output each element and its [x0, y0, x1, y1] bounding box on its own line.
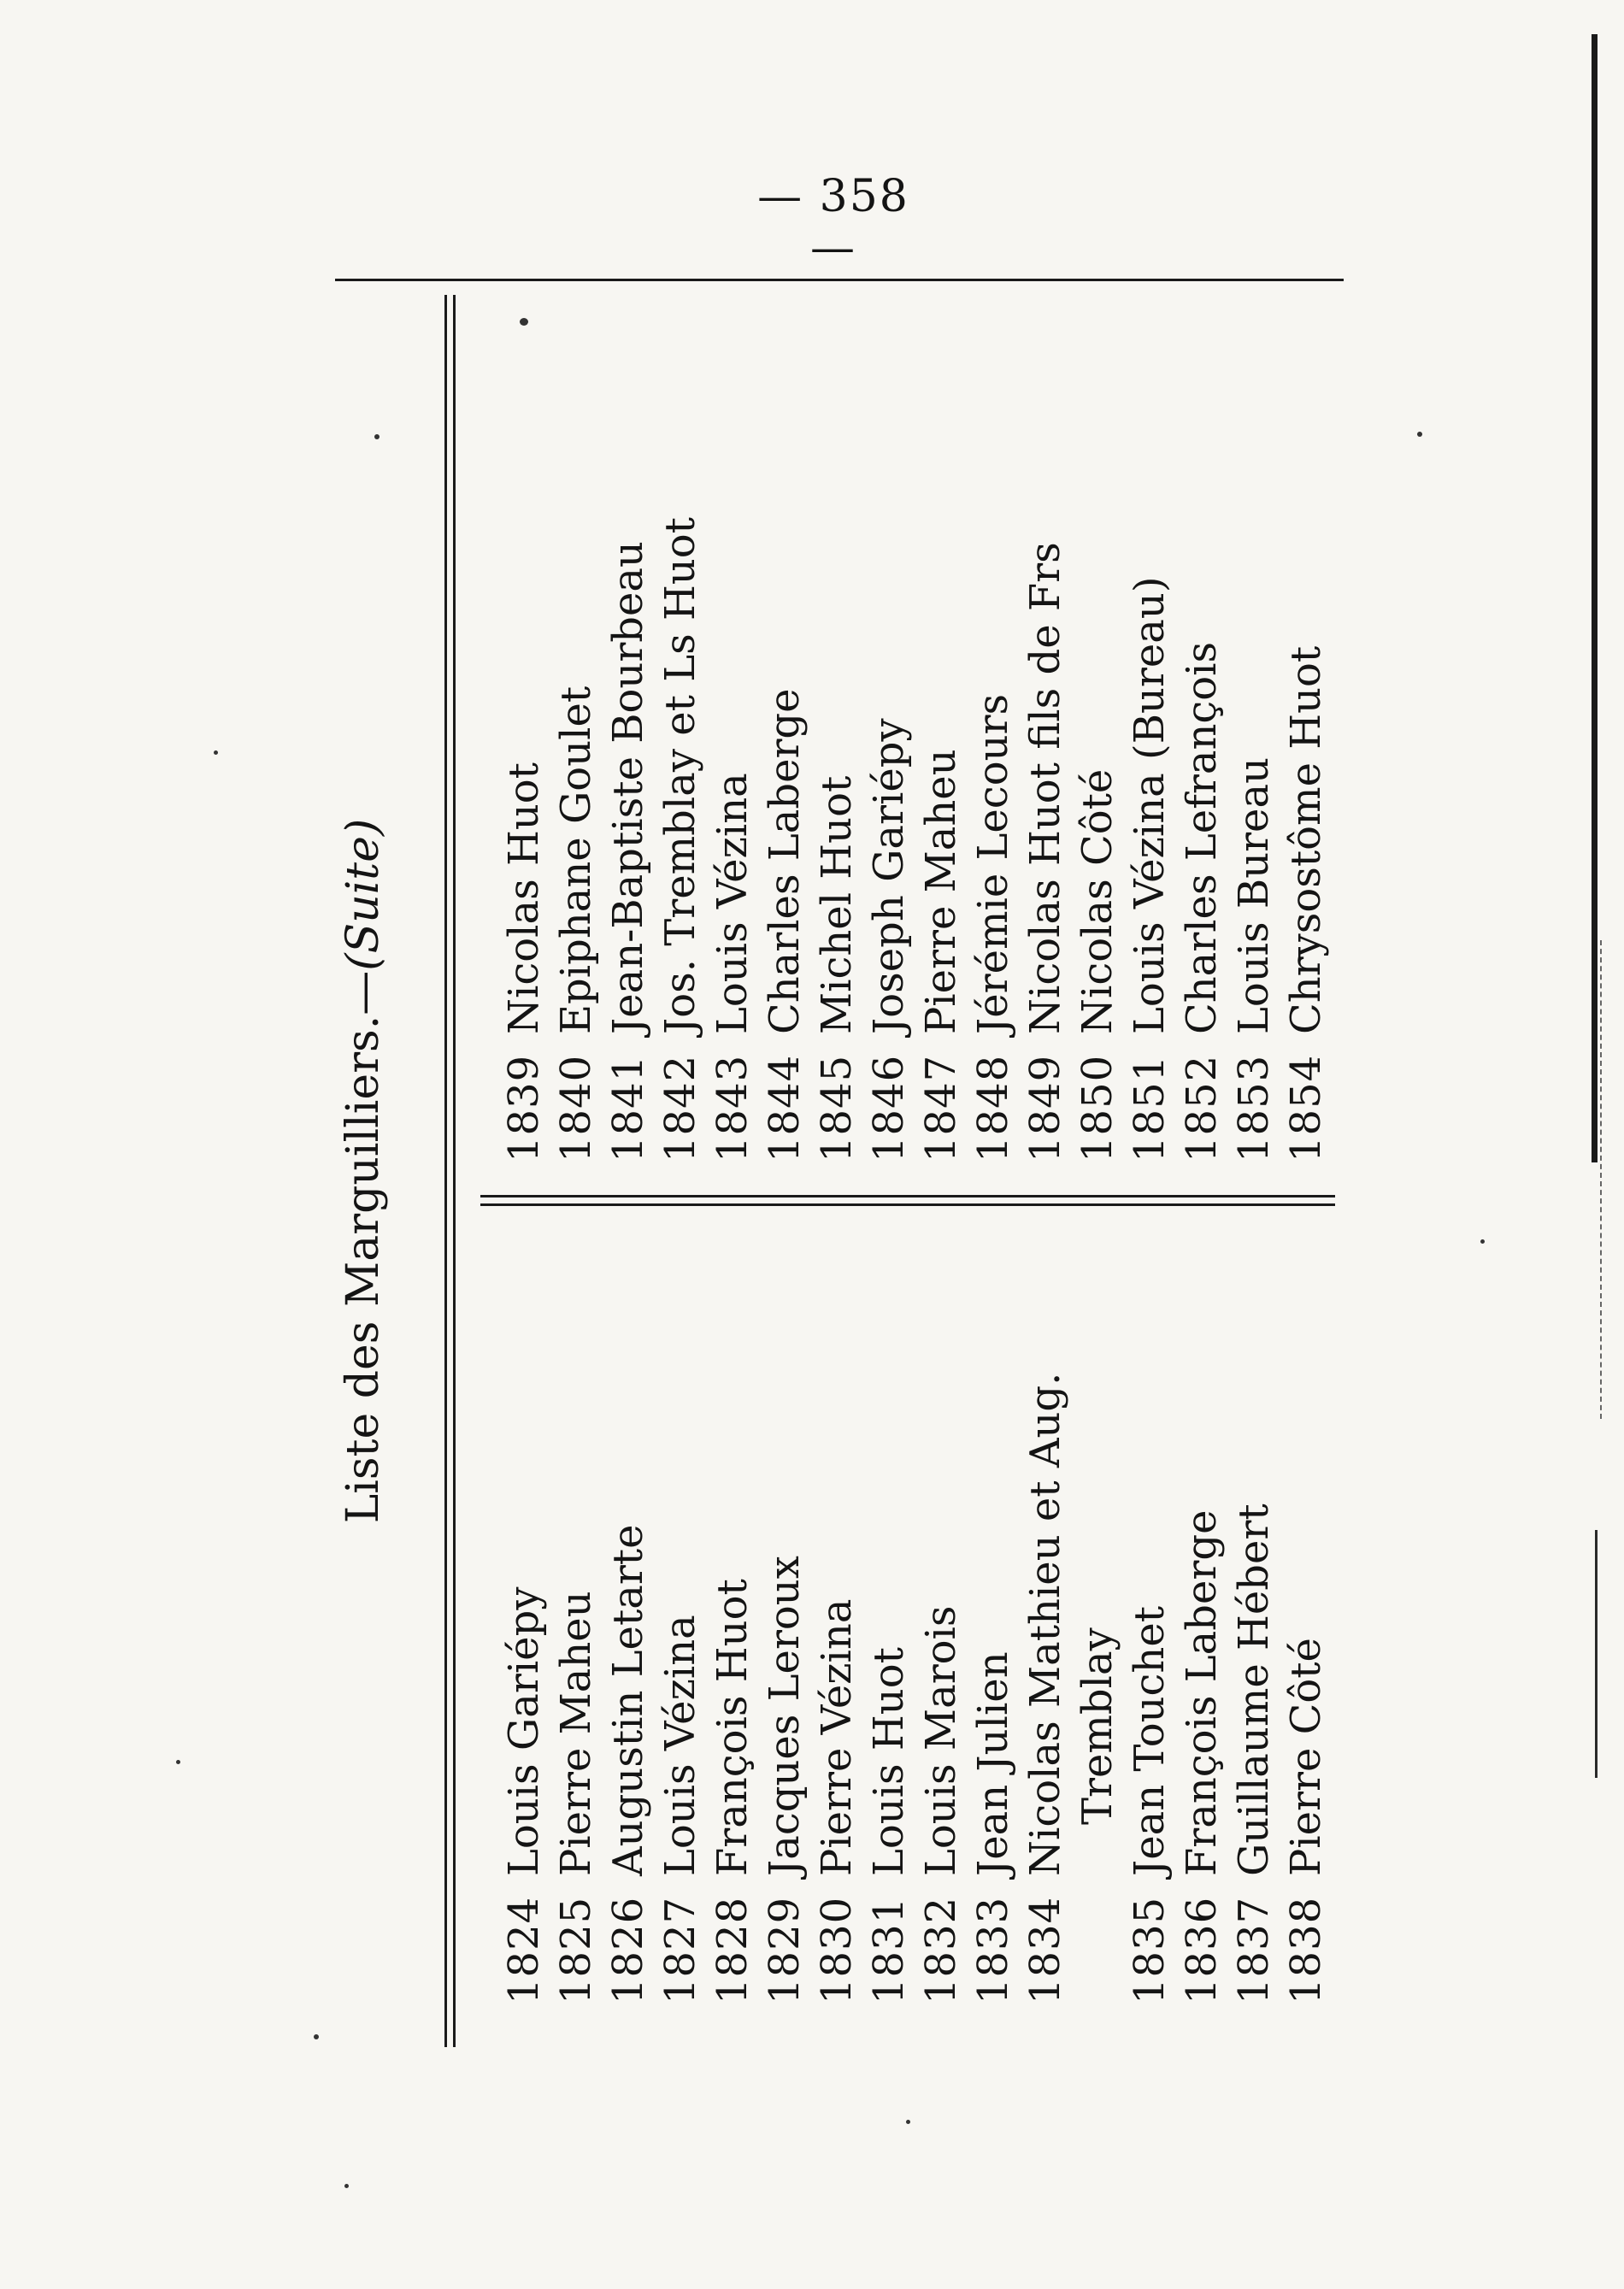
table-row	[969, 1373, 1021, 2004]
name: Louis Vézina (Bureau)	[1126, 576, 1174, 1034]
year: 1849	[1021, 1054, 1069, 1162]
name: Charles Laberge	[761, 688, 809, 1034]
table-row	[604, 517, 656, 1162]
year: 1838	[1282, 1896, 1330, 2004]
table-row	[1021, 517, 1074, 1162]
name: Pierre Maheu	[552, 1591, 600, 1876]
table-row	[500, 1373, 552, 2004]
name: Jérémie Lecours	[969, 693, 1017, 1034]
table-row	[709, 1373, 761, 2004]
name: Augustin Letarte	[604, 1524, 652, 1876]
name: Chrysostôme Huot	[1282, 645, 1330, 1034]
year: 1854	[1282, 1054, 1330, 1162]
name: Louis Vézina	[709, 773, 756, 1034]
year: 1851	[1126, 1054, 1174, 1162]
header-rule	[335, 279, 1344, 281]
year: 1843	[709, 1054, 756, 1162]
name: Pierre Maheu	[917, 749, 965, 1034]
table-title-suite: (Suite)	[338, 818, 389, 971]
name: Nicolas Côté	[1074, 768, 1121, 1034]
table-row	[917, 517, 969, 1162]
year: 1839	[500, 1054, 548, 1162]
rotated-table	[316, 295, 1342, 2047]
table-title-text: Liste des Marguilliers.—	[338, 970, 389, 1524]
name: Guillaume Hébert	[1230, 1503, 1278, 1876]
table-row-continuation	[1074, 1373, 1126, 2004]
year: 1825	[552, 1896, 600, 2004]
book-spine-edge-lower	[1595, 1530, 1598, 1778]
year: 1846	[865, 1054, 913, 1162]
book-spine-edge	[1592, 34, 1598, 1162]
table-row	[709, 517, 761, 1162]
name: Louis Marois	[917, 1605, 965, 1876]
table-row	[969, 517, 1021, 1162]
table-row	[761, 517, 813, 1162]
column-divider	[480, 1203, 1335, 1206]
table-row	[500, 517, 552, 1162]
table-row	[813, 517, 865, 1162]
name: Epiphane Goulet	[552, 686, 600, 1034]
table-row	[604, 1373, 656, 2004]
table-row	[865, 517, 917, 1162]
ink-speck	[1417, 432, 1422, 437]
name: Nicolas Mathieu et Aug.	[1021, 1372, 1069, 1876]
year: 1834	[1021, 1896, 1069, 2004]
table-row	[1230, 1373, 1282, 2004]
name: Pierre Vézina	[813, 1598, 861, 1876]
left-column	[500, 1373, 1334, 2004]
year: 1833	[969, 1896, 1017, 2004]
year: 1848	[969, 1054, 1017, 1162]
name: Louis Bureau	[1230, 757, 1278, 1034]
page-number: — 358 —	[757, 171, 909, 274]
table-row	[552, 517, 604, 1162]
name: Jos. Tremblay et Ls Huot	[656, 517, 704, 1034]
year: 1828	[709, 1896, 756, 2004]
year: 1840	[552, 1054, 600, 1162]
name: Louis Huot	[865, 1647, 913, 1876]
name: Nicolas Huot fils de Frs	[1021, 542, 1069, 1034]
year: 1826	[604, 1896, 652, 2004]
table-row	[1126, 1373, 1178, 2004]
name: François Laberge	[1178, 1509, 1226, 1876]
year: 1831	[865, 1896, 913, 2004]
year: 1835	[1126, 1896, 1174, 2004]
table-row	[1178, 1373, 1230, 2004]
table-row	[813, 1373, 865, 2004]
table-row	[656, 1373, 709, 2004]
name: Louis Vézina	[656, 1615, 704, 1876]
table-row	[1230, 517, 1282, 1162]
table-title	[338, 295, 389, 2047]
table-row	[1282, 517, 1334, 1162]
table-row	[1126, 517, 1178, 1162]
table-row	[656, 517, 709, 1162]
ink-speck	[214, 750, 218, 755]
name: Jean Julien	[969, 1651, 1017, 1876]
table-row	[1021, 1373, 1074, 2004]
year: 1841	[604, 1054, 652, 1162]
name: Pierre Côté	[1282, 1638, 1330, 1876]
table-rule-top-double	[453, 295, 456, 2047]
table-row	[1178, 517, 1230, 1162]
ink-speck	[176, 1760, 180, 1764]
name: Jean Touchet	[1126, 1605, 1174, 1876]
name: Michel Huot	[813, 775, 861, 1034]
name: Charles Lefrançois	[1178, 641, 1226, 1034]
year: 1836	[1178, 1896, 1226, 2004]
year: 1852	[1178, 1054, 1226, 1162]
year: 1844	[761, 1054, 809, 1162]
table-row	[1074, 517, 1126, 1162]
table-row	[1282, 1373, 1334, 2004]
ink-speck	[1480, 1239, 1485, 1244]
ink-speck	[344, 2184, 349, 2188]
year: 1850	[1074, 1054, 1121, 1162]
name: François Huot	[709, 1579, 756, 1876]
name: Joseph Gariépy	[865, 718, 913, 1034]
right-column	[500, 517, 1334, 1162]
year: 1832	[917, 1896, 965, 2004]
year: 1847	[917, 1054, 965, 1162]
table-row	[761, 1373, 813, 2004]
gutter-dashes	[1600, 940, 1602, 1419]
year: 1829	[761, 1896, 809, 2004]
year: 1853	[1230, 1054, 1278, 1162]
year: 1837	[1230, 1896, 1278, 2004]
year: 1824	[500, 1896, 548, 2004]
year: 1842	[656, 1054, 704, 1162]
name: Nicolas Huot	[500, 762, 548, 1034]
name: Jacques Leroux	[761, 1556, 809, 1876]
name: Louis Gariépy	[500, 1586, 548, 1876]
name: Tremblay	[1074, 1627, 1121, 1825]
ink-speck	[906, 2120, 910, 2124]
year: 1827	[656, 1896, 704, 2004]
year: 1845	[813, 1054, 861, 1162]
table-row	[865, 1373, 917, 2004]
name: Jean-Baptiste Bourbeau	[604, 541, 652, 1034]
table-row	[917, 1373, 969, 2004]
column-divider-double	[480, 1195, 1335, 1197]
table-row	[552, 1373, 604, 2004]
year: 1830	[813, 1896, 861, 2004]
table-rule-top	[444, 295, 447, 2047]
